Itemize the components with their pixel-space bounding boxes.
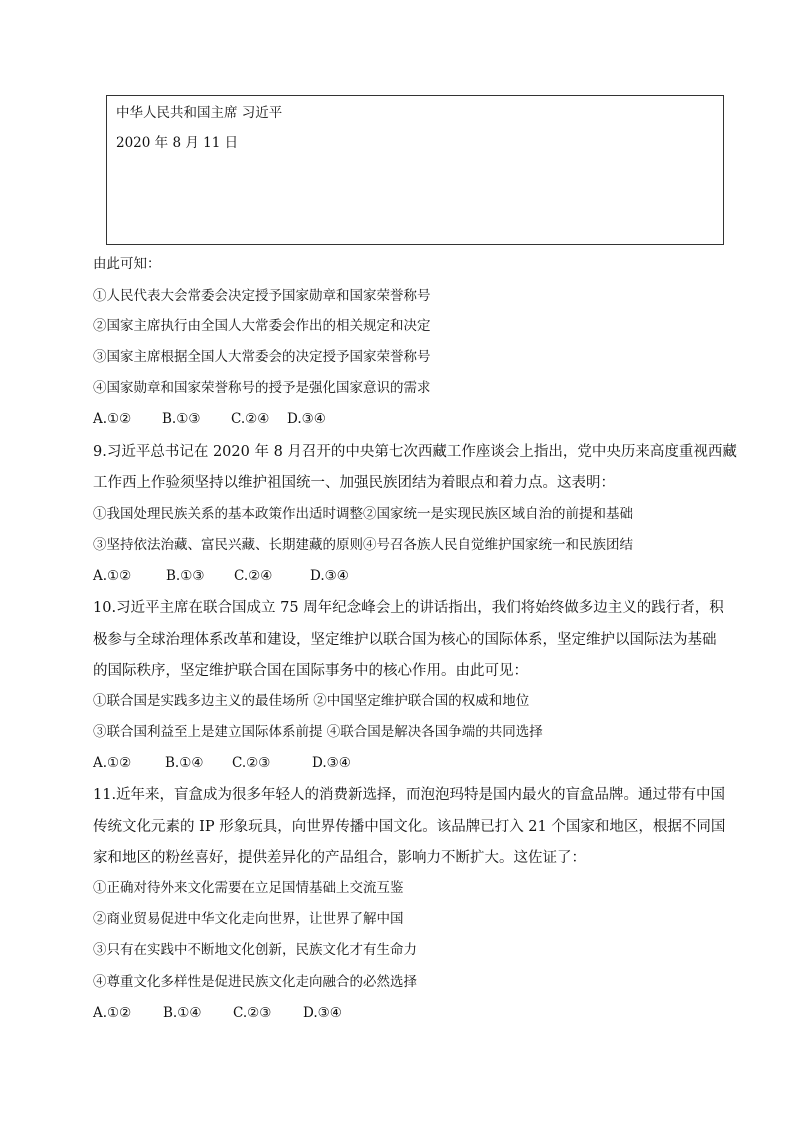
signature-line: 中华人民共和国主席 习近平 bbox=[116, 105, 283, 121]
choice-c: C.②③ bbox=[233, 1005, 272, 1021]
choice-a: A.①② bbox=[93, 755, 132, 771]
choice-c: C.②③ bbox=[232, 755, 271, 771]
choice-b: B.①③ bbox=[166, 568, 205, 584]
choice-a: A.①② bbox=[93, 1005, 132, 1021]
q10-item-1: ①联合国是实践多边主义的最佳场所 ②中国坚定维护联合国的权威和地位 bbox=[93, 693, 530, 709]
choice-d: D.③④ bbox=[312, 755, 351, 771]
choice-a: A.①② bbox=[93, 411, 132, 427]
q11-stem-2: 传统文化元素的 IP 形象玩具，向世界传播中国文化。该品牌已打入 21 个国家和地区，根据不同国 bbox=[93, 819, 726, 835]
q9-item-1: ①我国处理民族关系的基本政策作出适时调整②国家统一是实现民族区域自治的前提和基础 bbox=[93, 506, 633, 522]
q8-item-2: ②国家主席执行由全国人大常委会作出的相关规定和决定 bbox=[93, 318, 431, 334]
q8-item-1: ①人民代表大会常委会决定授予国家勋章和国家荣誉称号 bbox=[93, 288, 431, 304]
q11-item-3: ③只有在实践中不断地文化创新，民族文化才有生命力 bbox=[93, 942, 417, 958]
q8-choices bbox=[93, 413, 326, 427]
q10-choices bbox=[93, 757, 351, 771]
q8-lead: 由此可知： bbox=[93, 256, 161, 272]
choice-d: D.③④ bbox=[287, 411, 326, 427]
choice-c: C.②④ bbox=[234, 568, 273, 584]
q10-item-2: ③联合国利益至上是建立国际体系前提 ④联合国是解决各国争端的共同选择 bbox=[93, 724, 543, 740]
choice-b: B.①③ bbox=[162, 411, 201, 427]
choice-d: D.③④ bbox=[310, 568, 349, 584]
q10-stem-1: 10.习近平主席在联合国成立 75 周年纪念峰会上的讲话指出，我们将始终做多边主义的践行者，积 bbox=[93, 600, 724, 616]
q11-item-4: ④尊重文化多样性是促进民族文化走向融合的必然选择 bbox=[93, 974, 417, 990]
q8-item-3: ③国家主席根据全国人大常委会的决定授予国家荣誉称号 bbox=[93, 349, 431, 365]
q11-choices bbox=[93, 1007, 342, 1021]
choice-b: B.①④ bbox=[165, 755, 204, 771]
q11-stem-3: 家和地区的粉丝喜好，提供差异化的产品组合，影响力不断扩大。这佐证了： bbox=[93, 850, 586, 866]
quoted-order-box bbox=[106, 95, 724, 245]
q8-item-4: ④国家勋章和国家荣誉称号的授予是强化国家意识的需求 bbox=[93, 380, 431, 396]
q10-stem-3: 的国际秩序，坚定维护联合国在国际事务中的核心作用。由此可见： bbox=[93, 663, 528, 679]
q11-item-2: ②商业贸易促进中华文化走向世界，让世界了解中国 bbox=[93, 911, 404, 927]
q11-stem-1: 11.近年来，盲盒成为很多年轻人的消费新选择，而泡泡玛特是国内最火的盲盒品牌。通过带有中国 bbox=[93, 787, 726, 803]
q9-choices bbox=[93, 570, 349, 584]
q10-stem-2: 极参与全球治理体系改革和建设，坚定维护以联合国为核心的国际体系，坚定维护以国际法为基础 bbox=[93, 632, 717, 648]
q9-stem-2: 工作西上作验须坚持以维护祖国统一、加强民族团结为着眼点和着力点。这表明： bbox=[93, 475, 615, 491]
q9-item-2: ③坚持依法治藏、富民兴藏、长期建藏的原则④号召各族人民自觉维护国家统一和民族团结 bbox=[93, 537, 633, 553]
choice-d: D.③④ bbox=[303, 1005, 342, 1021]
date-line: 2020 年 8 月 11 日 bbox=[116, 135, 239, 151]
q11-item-1: ①正确对待外来文化需要在立足国情基础上交流互鉴 bbox=[93, 880, 404, 896]
choice-a: A.①② bbox=[93, 568, 132, 584]
q9-stem-1: 9.习近平总书记在 2020 年 8 月召开的中央第七次西藏工作座谈会上指出，党中央历来高度重视西藏 bbox=[93, 444, 737, 460]
choice-b: B.①④ bbox=[163, 1005, 202, 1021]
choice-c: C.②④ bbox=[231, 411, 270, 427]
